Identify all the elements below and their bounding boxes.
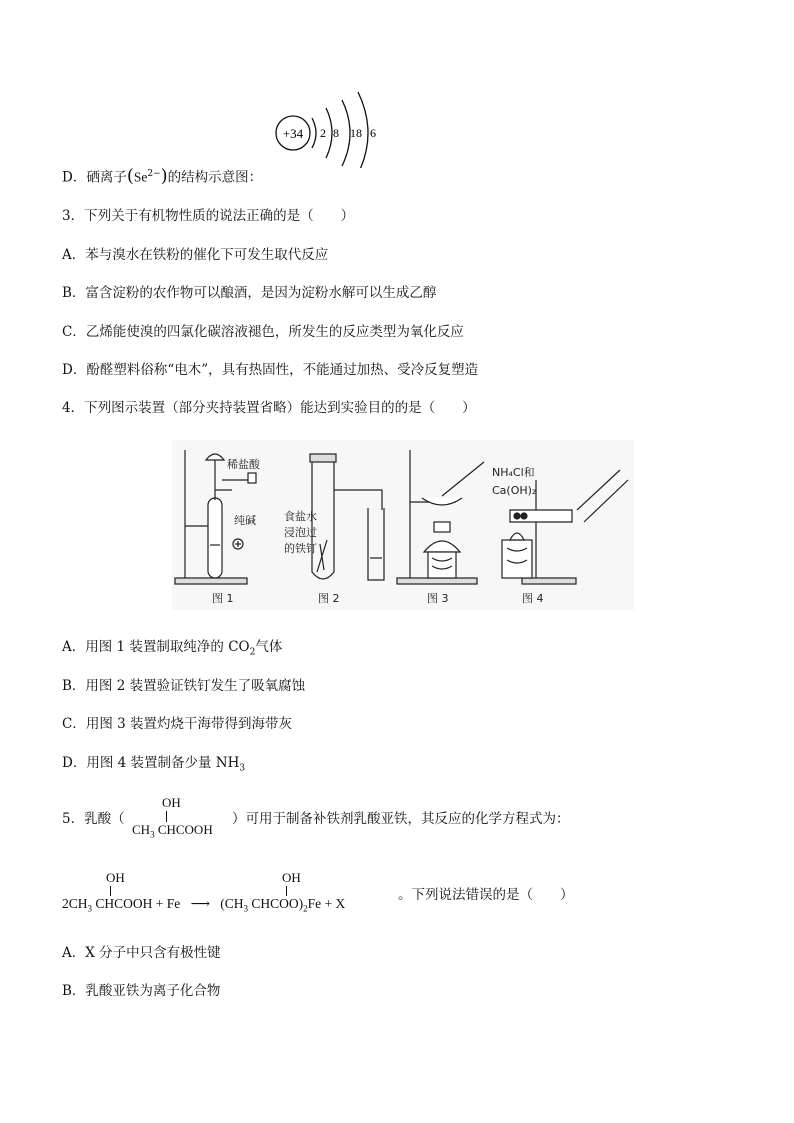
q4-option-b: B．用图 2 装置验证铁钉发生了吸氧腐蚀 — [62, 678, 306, 694]
chemical-equation — [62, 896, 345, 914]
apparatus-figures — [172, 440, 634, 610]
q3-option-b: B．富含淀粉的农作物可以酿酒，是因为淀粉水解可以生成乙醇 — [62, 285, 437, 301]
q3-stem: 3．下列关于有机物性质的说法正确的是（ ） — [62, 208, 355, 224]
q5-option-b: B．乳酸亚铁为离子化合物 — [62, 983, 221, 999]
fig2-label-2: 浸泡过 — [284, 526, 317, 539]
lactic-rest: CHCOOH — [157, 822, 213, 837]
q5-stem-post: ）可用于制备补铁剂乳酸亚铁，其反应的化学方程式为： — [232, 811, 570, 827]
q3-option-d: D．酚醛塑料俗称“电木”，具有热固性，不能通过加热、受冷反复塑造 — [62, 362, 479, 378]
eq-coef: 2CH — [62, 896, 88, 911]
eq-oh-left: OH — [106, 870, 125, 885]
fig2-label-3: 的铁钉 — [284, 542, 317, 555]
q5-question: 。下列说法错误的是（ ） — [398, 887, 574, 903]
q4-option-a — [62, 638, 282, 662]
eq-bond-left — [110, 886, 111, 896]
eq-bond-right — [286, 886, 287, 896]
q4-option-a-text: A．用图 1 装置制取纯净的 CO — [62, 639, 250, 655]
q4-option-d-text: D．用图 4 装置制备少量 NH — [62, 755, 240, 771]
q4-stem: 4．下列图示装置（部分夹持装置省略）能达到实验目的的是（ ） — [62, 400, 476, 416]
ion-symbol: Se — [133, 169, 148, 185]
fig1-caption: 图 1 — [212, 592, 234, 605]
q3-option-c: C．乙烯能使溴的四氯化碳溶液褪色，所发生的反应类型为氧化反应 — [62, 324, 464, 340]
eq-prod-3: Fe + X — [307, 896, 346, 911]
selenide-ion-structure-diagram — [272, 88, 392, 168]
eq-coef-sub: 3 — [87, 903, 93, 914]
fig1-soda-label: 纯碱 — [234, 514, 256, 527]
lactic-oh: OH — [162, 795, 181, 810]
fig3-caption: 图 3 — [427, 592, 449, 605]
fig2-label-1: 食盐水 — [284, 510, 317, 523]
eq-prod-2: CHCOO) — [251, 896, 304, 911]
ion-charge: 2− — [147, 169, 161, 179]
shell-arc-2 — [326, 108, 332, 158]
eq-oh-right: OH — [282, 870, 301, 885]
q4-option-d-sub: 3 — [239, 763, 246, 774]
lactic-bond — [166, 811, 167, 822]
fig1-acid-label: 稀盐酸 — [227, 458, 260, 471]
q5-option-a: A．X 分子中只含有极性键 — [62, 945, 221, 961]
fig2-caption: 图 2 — [318, 592, 340, 605]
shell-electrons-3: 18 — [350, 126, 362, 140]
fig4-caption: 图 4 — [522, 592, 544, 605]
q4-option-a-suffix: 气体 — [255, 639, 283, 655]
q4-option-d — [62, 754, 245, 778]
q3-option-a: A．苯与溴水在铁粉的催化下可发生取代反应 — [62, 247, 329, 263]
shell-electrons-2: 8 — [333, 126, 339, 140]
q2-option-d: D．硒离子$(Se^{2-})$的结构示意图： — [62, 165, 263, 187]
fig4-label-2: Ca(OH)₂ — [492, 484, 537, 497]
shell-electrons-4: 6 — [370, 126, 376, 140]
lactic-ch: CH — [132, 822, 151, 837]
shell-arc-1 — [312, 118, 316, 148]
eq-prod-1: (CH — [220, 896, 244, 911]
eq-prod-sub2: 2 — [303, 903, 308, 914]
q4-option-c: C．用图 3 装置灼烧干海带得到海带灰 — [62, 716, 293, 732]
eq-prod-sub: 3 — [243, 903, 249, 914]
lactic-formula — [132, 822, 213, 840]
shell-electrons-1: 2 — [320, 126, 326, 140]
fig4-label-1: NH₄Cl和 — [492, 466, 535, 479]
nucleus-charge: +34 — [282, 126, 304, 141]
q2-option-d-suffix: 的结构示意图： — [167, 169, 263, 186]
lactic-ch-sub: 3 — [150, 829, 155, 840]
q4-option-a-sub: 2 — [249, 647, 256, 658]
q2-option-d-prefix: D．硒离子 — [62, 169, 127, 186]
eq-reactants: CHCOOH + Fe — [95, 896, 181, 911]
shell-arc-3 — [342, 100, 350, 166]
reaction-arrow: ⟶ — [190, 896, 210, 911]
q5-stem-pre: 5．乳酸（ — [62, 811, 125, 827]
